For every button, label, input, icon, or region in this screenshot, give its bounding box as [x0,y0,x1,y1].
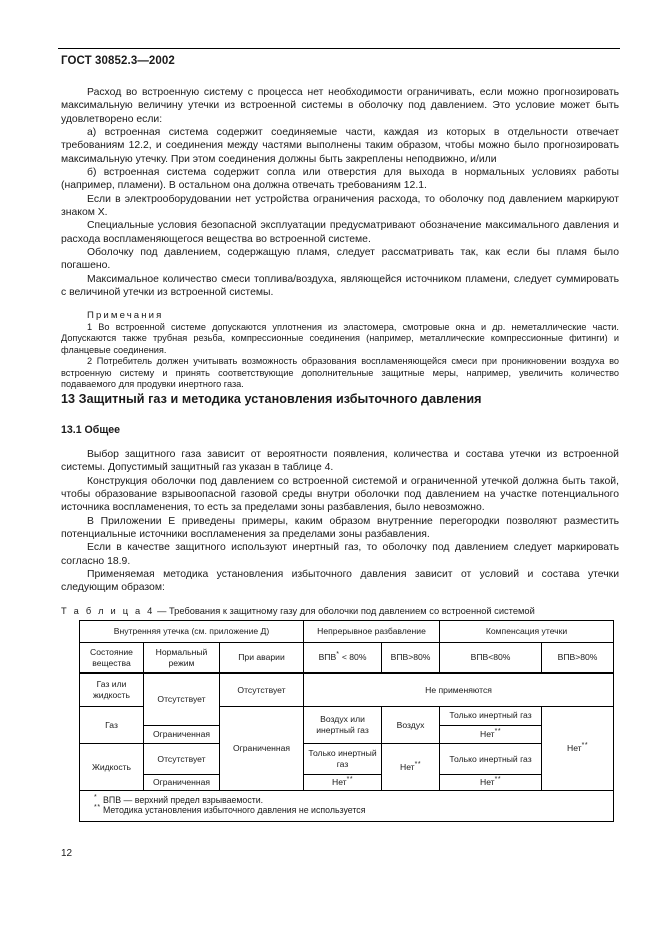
table-row [80,775,614,791]
footnote-marker: * [94,793,98,801]
cell-state-gas-or-liquid: Газ или жидкость [80,673,144,707]
table-caption-label: Т а б л и ц а 4 [61,606,155,616]
table-group-header-row [80,621,614,643]
cell-normal-absent-liquid: Отсутствует [144,744,220,775]
group-header-continuous-dilution: Непрерывное разбавление [304,621,440,643]
table-footnotes [80,790,614,821]
table-head [80,621,614,674]
paragraph: Специальные условия безопасной эксплуатации предусматривают обозначение максимального давления и расхода воспламеняющегося вещества во встроенной системе. [61,220,619,245]
paragraph: Выбор защитного газа зависит от вероятности появления, количества и состава утечки из встроенной системы. Допустимый защитный газ указан в таблице 4. [61,449,619,474]
paragraph: В Приложении Е приведены примеры, каким образом внутренние перегородки позволяют разместить потенциальные источники воспламенения за пределами зоны разбавления. [61,515,619,541]
footnote-line [94,805,607,816]
cell-no-compensation-lt80-gas: Нет** [440,725,542,744]
clause-text-block [61,448,619,595]
cell-air: Воздух [382,707,440,744]
cell-fault-limited: Ограниченная [220,707,304,791]
notes-heading: Примечания [87,309,164,321]
cell-state-gas: Газ [80,707,144,744]
clause-heading: 13 Защитный газ и методика установления избыточного давления [61,392,482,406]
paragraph: Оболочку под давлением, содержащую пламя, следует рассматривать так, как если бы пламя было погашено. [61,247,619,272]
note-item: 2 Потребитель должен учитывать возможность образования воспламеняющейся смеси при проникновении воздуха во встроенную систему и принять соответствующие дополнительные защитные меры, например, увеличить количество подаваемого для продувки инертного газа. [61,356,619,390]
header-rule [58,48,620,49]
page-number: 12 [61,848,73,859]
paragraph: Применяемая методика установления избыточного давления зависит от условий и состава утечки следующим образом: [61,569,619,594]
group-header-leak-compensation: Компенсация утечки [440,621,614,643]
col-header-vpv-gt-80-dilution: ВПВ>80% [382,643,440,674]
subclause-heading: 13.1 Общее [61,424,121,436]
col-header-vpv-lt-80-dilution: ВПВ* < 80% [304,643,382,674]
cell-no-dilution-gt80-liquid: Нет** [382,744,440,791]
footnote-text: ВПВ — верхний предел взрываемости. [103,794,264,805]
body-text-block [61,86,619,391]
footnote-marker: ** [494,776,502,784]
cell-normal-absent: Отсутствует [144,673,220,725]
cell-only-inert-gas-dilution: Только инертный газ [304,744,382,775]
table-protective-gas-requirements [79,620,614,822]
cell-no-compensation-gt80: Нет** [542,707,614,791]
table-row [80,673,614,707]
footnote-marker: ** [414,760,422,768]
footnote-marker: ** [581,742,589,750]
cell-only-inert-gas: Только инертный газ [440,707,542,726]
footnote-text: Методика установления избыточного давления не используется [103,805,366,816]
cell-no-compensation-lt80-liquid: Нет** [440,775,542,791]
footnote-line [94,795,607,806]
footnote-marker: ** [346,776,354,784]
group-header-internal-leak: Внутренняя утечка (см. приложение Д) [80,621,304,643]
footnote-marker: ** [494,728,502,736]
col-header-substance-state: Состояние вещества [80,643,144,674]
paragraph: б) встроенная система содержит сопла или отверстия для выхода в нормальных условиях работы (например, пламени). В остальном она должна отвечать требованиям 12.1. [61,167,619,192]
table-body [80,673,614,821]
cell-state-liquid: Жидкость [80,744,144,791]
cell-air-or-inert-gas: Воздух или инертный газ [304,707,382,744]
paragraph: Максимальное количество смеси топлива/воздуха, являющейся источником пламени, следует суммировать с величиной утечки из встроенной системы. [61,273,619,299]
paragraph: Конструкция оболочки под давлением со встроенной системой и ограниченной утечкой должна быть такой, чтобы образование взрывоопасной газовой среды внутри оболочки под давлением на участке потенциального источника воспламенения, то есть за пределами зоны разбавления, было невозможно. [61,475,619,514]
paragraph: Расход во встроенную систему с процесса нет необходимости ограничивать, если можно прогнозировать максимальную величину утечки из встроенной системы в оболочку под давлением. Это условие может быть удовлетворено если: [61,87,619,125]
table-caption-text: — Требования к защитному газу для оболочки под давлением со встроенной системой [154,606,535,616]
footnote-marker: * [336,651,340,659]
cell-fault-absent: Отсутствует [220,673,304,707]
cell-no-dilution-lt80-liquid: Нет** [304,775,382,791]
note-item: 1 Во встроенной системе допускаются уплотнения из эластомера, смотровые окна и др. неметаллические части. Допускаются также трубная резьба, компрессионные соединения (например, металлические компрессионные фитинги) и фланцевые соединения. [61,321,619,355]
paragraph: Если в электрооборудовании нет устройства ограничения расхода, то оболочку под давлением маркируют знаком Х. [61,193,619,219]
table-caption [61,606,535,616]
table-footnote-row [80,790,614,821]
cell-not-applied: Не применяются [304,673,614,707]
table-sub-header-row [80,643,614,674]
paragraph: Если в качестве защитного используют инертный газ, то оболочку под давлением следует маркировать согласно 18.9. [61,542,619,567]
col-header-normal-mode: Нормальный режим [144,643,220,674]
col-header-fault-mode: При аварии [220,643,304,674]
cell-normal-limited-gas: Ограниченная [144,725,220,744]
cell-only-inert-gas-compensation: Только инертный газ [440,744,542,775]
paragraph: а) встроенная система содержит соединяемые части, каждая из которых в отдельности отвечает требованиям 12.2, и соединения между частями выполнены таким образом, чтобы можно было прогнозировать максимальную утечку. При этом соединения должны быть закреплены неподвижно, и/или [61,127,619,165]
col-header-vpv-lt-80-compensation: ВПВ<80% [440,643,542,674]
col-header-vpv-gt-80-compensation: ВПВ>80% [542,643,614,674]
table-row [80,744,614,775]
cell-normal-limited-liquid: Ограниченная [144,775,220,791]
standard-number: ГОСТ 30852.3—2002 [61,55,175,67]
footnote-marker: ** [94,804,101,812]
